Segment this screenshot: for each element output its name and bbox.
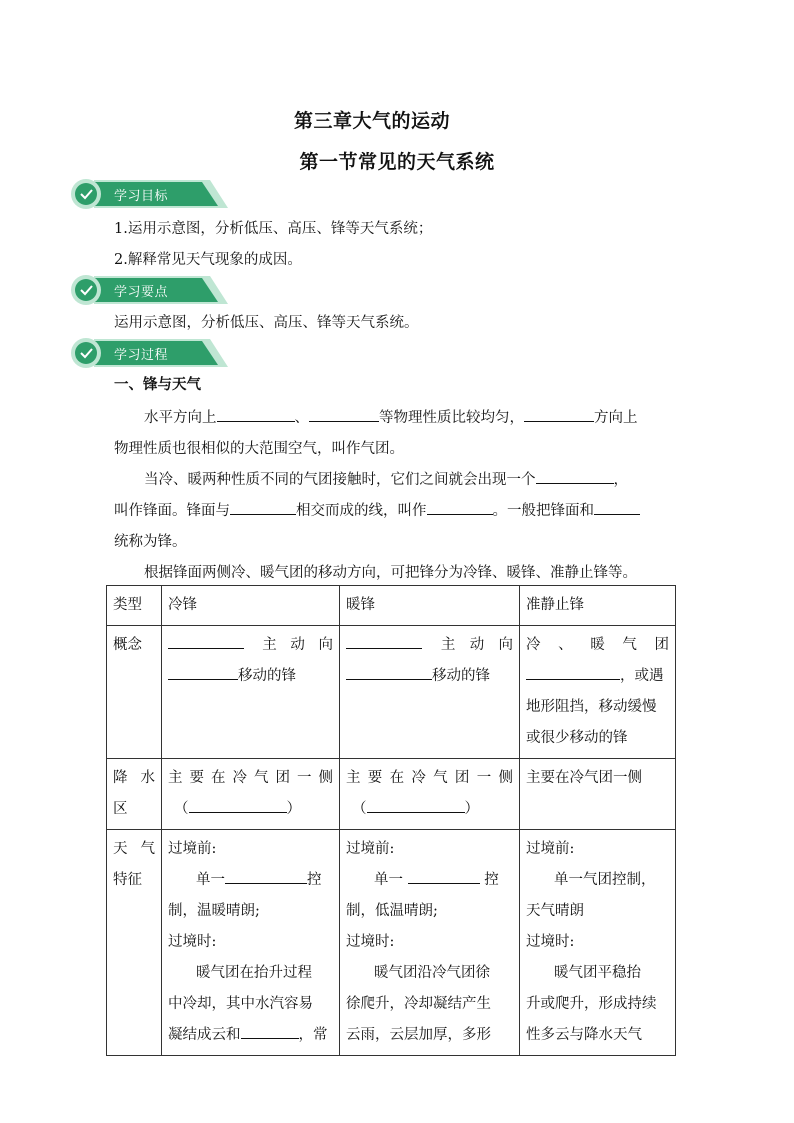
row-label: 降水 区	[107, 759, 162, 830]
front-types-table	[106, 585, 676, 1056]
table-row-precipitation	[107, 759, 676, 830]
fill-blank[interactable]	[168, 634, 244, 649]
header-cell: 准静止锋	[520, 586, 676, 626]
fill-blank[interactable]	[225, 869, 307, 884]
fill-blank[interactable]	[346, 634, 422, 649]
stationary-front-weather: 过境前: 单一气团控制， 天气晴朗 过境时: 暖气团平稳抬 升或爬升，形成持续 性多云与降水天气	[520, 830, 676, 1056]
badge-key-label: 学习要点	[114, 285, 169, 300]
badge-goal-label: 学习目标	[114, 189, 169, 204]
fill-blank[interactable]	[526, 665, 620, 680]
table-row-concept	[107, 626, 676, 759]
fill-blank[interactable]	[309, 407, 379, 422]
badge-key	[70, 274, 230, 306]
fill-blank[interactable]	[168, 665, 238, 680]
stationary-front-concept: 冷、暖气团 ，或遇 地形阻挡，移动缓慢 或很少移动的锋	[520, 626, 676, 759]
paragraph-1-line-2: 物理性质也很相似的大范围空气，叫作气团。	[114, 441, 404, 457]
badge-process	[70, 337, 230, 369]
badge-process-label: 学习过程	[114, 348, 169, 363]
fill-blank[interactable]	[408, 869, 480, 884]
header-cell: 类型	[107, 586, 162, 626]
row-label: 天气 特征	[107, 830, 162, 1056]
badge-goal	[70, 178, 230, 210]
fill-blank[interactable]	[427, 500, 493, 515]
chapter-title: 第三章大气的运动	[293, 110, 450, 132]
warm-front-precipitation: 主要在冷气团一侧 （ ）	[340, 759, 520, 830]
fill-blank[interactable]	[230, 500, 296, 515]
key-point-text: 运用示意图，分析低压、高压、锋等天气系统。	[114, 315, 419, 331]
fill-blank[interactable]	[217, 407, 295, 422]
paragraph-1-line-1: 水平方向上 、 等物理性质比较均匀， 方向上	[144, 406, 638, 427]
goal-line-2: 2.解释常见天气现象的成因。	[114, 252, 302, 268]
header-cell: 暖锋	[340, 586, 520, 626]
warm-front-weather: 过境前: 单一 控 制，低温晴朗; 过境时: 暖气团沿冷气团徐 徐爬升，冷却凝结产生 云雨，云层加厚，多形	[340, 830, 520, 1056]
row-label: 概念	[107, 626, 162, 759]
fill-blank[interactable]	[346, 665, 432, 680]
cold-front-precipitation: 主要在冷气团一侧 （ ）	[162, 759, 340, 830]
section-heading: 一、锋与天气	[114, 377, 201, 393]
stationary-front-precipitation: 主要在冷气团一侧	[520, 759, 676, 830]
cold-front-concept: 主动向 移动的锋	[162, 626, 340, 759]
paragraph-2-line-2: 叫作锋面。锋面与 相交而成的线，叫作 。一般把锋面和	[114, 499, 640, 520]
table-header-row	[107, 586, 676, 626]
cold-front-weather: 过境前: 单一 控 制，温暖晴朗; 过境时: 暖气团在抬升过程 中冷却，其中水汽容易 凝结成云和 ，常	[162, 830, 340, 1056]
table-row-weather	[107, 830, 676, 1056]
fill-blank[interactable]	[594, 500, 640, 515]
fill-blank[interactable]	[189, 798, 287, 813]
warm-front-concept: 主动向 移动的锋	[340, 626, 520, 759]
fill-blank[interactable]	[241, 1024, 299, 1039]
goal-line-1: 1.运用示意图，分析低压、高压、锋等天气系统；	[114, 221, 433, 237]
fill-blank[interactable]	[536, 469, 614, 484]
paragraph-3: 根据锋面两侧冷、暖气团的移动方向，可把锋分为冷锋、暖锋、准静止锋等。	[144, 565, 637, 581]
fill-blank[interactable]	[524, 407, 594, 422]
fill-blank[interactable]	[367, 798, 465, 813]
paragraph-2-line-3: 统称为锋。	[114, 534, 187, 550]
paragraph-2-line-1: 当冷、暖两种性质不同的气团接触时，它们之间就会出现一个 ，	[144, 468, 628, 489]
section-title: 第一节常见的天气系统	[299, 151, 495, 173]
header-cell: 冷锋	[162, 586, 340, 626]
